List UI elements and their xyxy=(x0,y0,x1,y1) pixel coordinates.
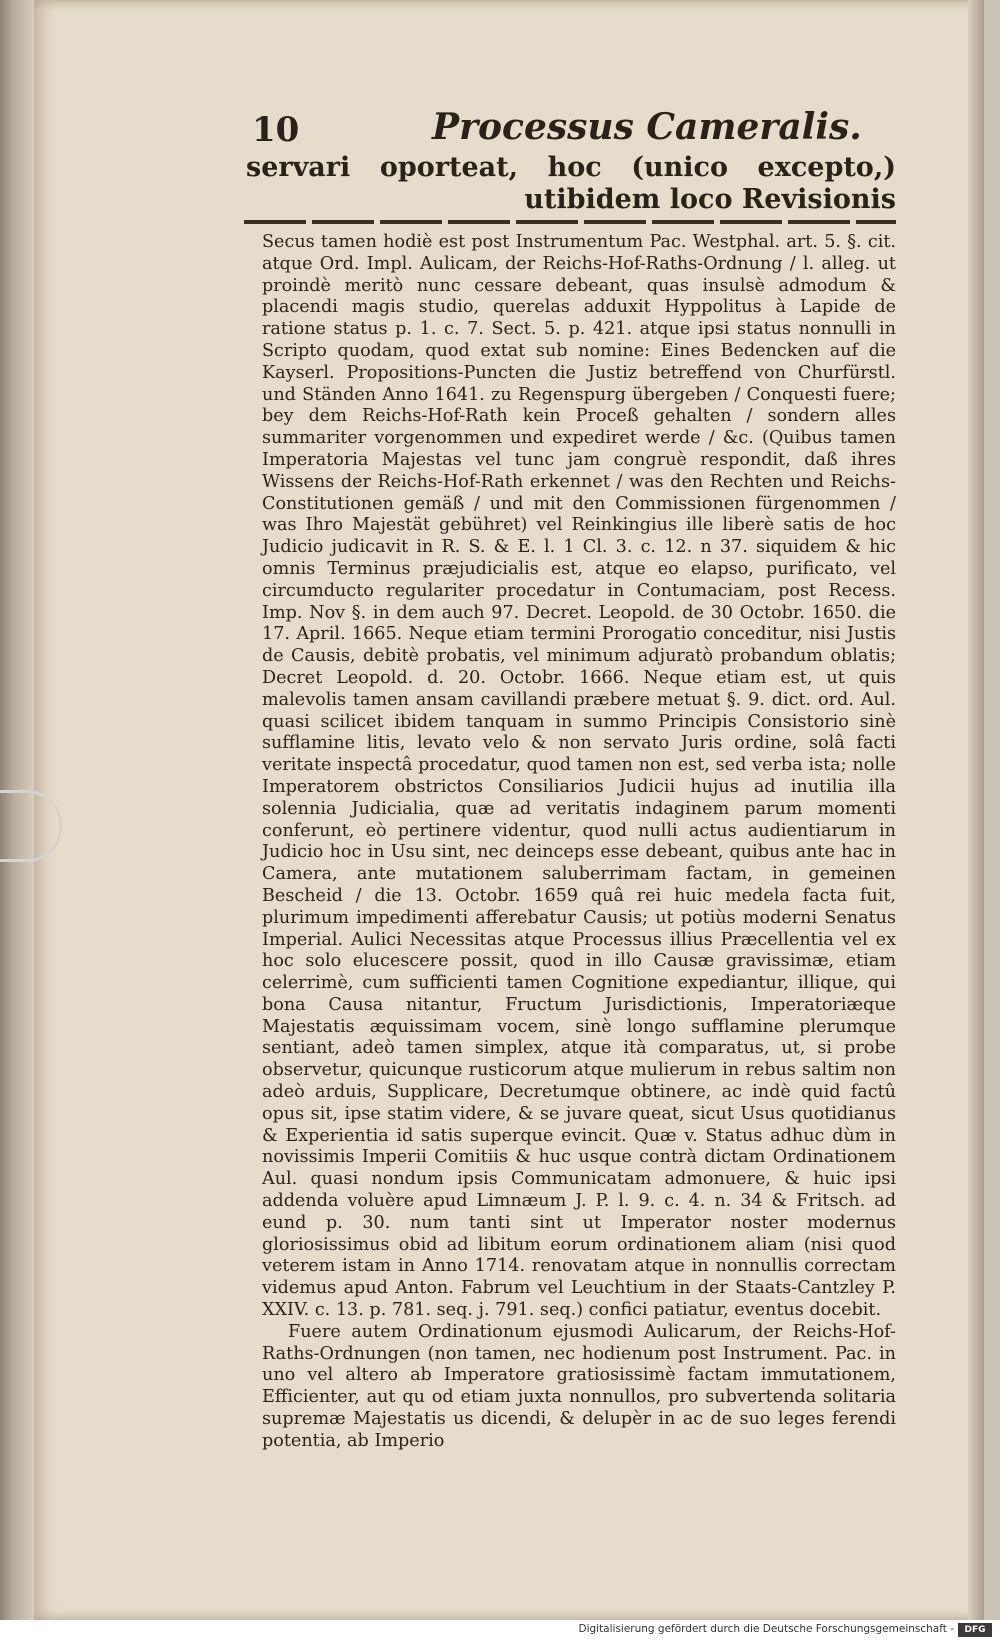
running-title: Processus Cameralis. xyxy=(432,106,862,148)
page-clip xyxy=(0,790,62,862)
body-text xyxy=(262,232,896,1453)
footer-bar xyxy=(0,1620,1000,1641)
footer-credit: Digitalisierung gefördert durch die Deutsche Forschungsgemeinschaft - xyxy=(578,1623,954,1635)
paragraph-2: Fuere autem Ordinationum ejusmodi Aulicarum, der Reichs-Hof-Raths-Ordnungen (non tamen, nec hodienum post Instrument. Pac. in uno vel altero ab Imperatore gratiosissimè factam immutationem, Efficienter, aut qu od etiam juxta nonnullos, pro subvertenda solitaria supremæ Majestatis us dicendi, & delupèr in ac de suo leges ferendi potentia, ab Imperio xyxy=(262,1321,896,1451)
page-edge-right xyxy=(968,0,984,1620)
section-rule xyxy=(244,220,896,224)
opening-line: servari oporteat, hoc (unico excepto,) utibidem loco Revisionis xyxy=(246,152,896,215)
page-header xyxy=(252,104,932,154)
dfg-logo: DFG xyxy=(958,1623,992,1637)
page-number: 10 xyxy=(252,110,300,150)
paragraph-1: Secus tamen hodiè est post Instrumentum Pac. Westphal. art. 5. §. cit. atque Ord. Impl. Aulicam, der Reichs-Hof-Raths-Ordnung / l. alleg. ut proindè meritò nunc cessare debeant, quas insulsè admodum & placendi magis studio, querelas adduxit Hyppolitus à Lapide de ratione status p. 1. c. 7. Sect. 5. p. 421. atque ipsi status nonnulli in Scripto quodam, quod extat sub nomine: Eines Bedencken auf die Kayserl. Propositions-Puncten die Justiz betreffend von Churfürstl. und Ständen Anno 1641. zu Regenspurg übergeben / Conquesti fuere; bey dem Reichs-Hof-Rath kein Proceß gehalten / sondern alles summariter vorgenommen und expediret werde / &c. (Quibus tamen Imperatoria Majestas vel tunc jam congruè respondit, daß ihres Wissens der Reichs-Hof-Rath erkennet / was den Rechten und Reichs-Constitutionen gemäß / und mit den Commissionen fürgenommen / was Ihro Majestät gebühret) vel Reinkingius ille liberè satis de hoc Judicio judicavit in R. S. & E. l. 1 Cl. 3. c. 12. n 37. siquidem & hic omnis Terminus præjudicialis est, atque eo elapso, purificato, vel circumducto regulariter procedatur in Contumaciam, post Recess. Imp. Nov §. in dem auch 97. Decret. Leopold. de 30 Octobr. 1650. die 17. April. 1665. Neque etiam termini Prorogatio conceditur, nisi Justis de Causis, debitè probatis, vel minimum adjuratò probandum oblatis; Decret Leopold. d. 20. Octobr. 1666. Neque etiam est, ut quis malevolis tamen ansam cavillandi præbere metuat §. 9. dict. ord. Aul. quasi scilicet ibidem tanquam in summo Principis Consistorio sinè sufflamine litis, levato velo & non servato Juris ordine, solâ facti veritate inspectâ procedatur, quod tamen non est, sed verba ista; nolle Imperatorem obstrictos Consiliarios Judicii hujus ad inutilia illa solennia Judicialia, quæ ad veritatis indaginem parum momenti conferunt, eò pertinere videntur, quod nulli actus audientiarum in Judicio hoc in Usu sint, nec deinceps esse debeant, quibus ante hac in Camera, ante mutationem saluberrimam factam, in gemeinen Bescheid / die 13. Octobr. 1659 quâ rei huic medela facta fuit, plurimum impedimenti afferebatur Causis; ut potiùs moderni Senatus Imperial. Aulici Necessitas atque Processus illius Præcellentia vel ex hoc solo elucescere possit, quod in illo Causæ gravissimæ, etiam celerrimè, cum sufficienti tamen Cognitione expediantur, illique, qui bona Causa nitantur, Fructum Jurisdictionis, Imperatoriæque Majestatis æquissimam vocem, sinè longo sufflamine plerumque sentiant, adeò tamen simplex, atque ità comparatus, ut, si probe observetur, quicunque rusticorum atque mulierum in rebus saltim non adeò arduis, Supplicare, Decretumque obtinere, ac indè quid factû opus sit, ipse statim videre, & se juvare queat, sicut Usus quotidianus & Experientia id satis superque evincit. Quæ v. Status adhuc dùm in novissimis Imperii Comitiis & huc usque contrà dictam Ordinationem Aul. quasi nondum ipsis Communicatam admonuere, & huic ipsi addenda voluère apud Limnæum J. P. l. 9. c. 4. n. 34 & Fritsch. ad eund p. 30. num tanti sint ut Imperator noster modernus gloriosissimus obid ad libitum eorum ordinationem aliam (nisi quod veterem istam in Anno 1714. renovatam atque in nonnullis correctam videmus apud Anton. Fabrum vel Leuchtium in der Staats-Cantzley P. XXIV. c. 13. p. 781. seq. j. 791. seq.) confici patiatur, eventus docebit. xyxy=(262,232,896,1321)
